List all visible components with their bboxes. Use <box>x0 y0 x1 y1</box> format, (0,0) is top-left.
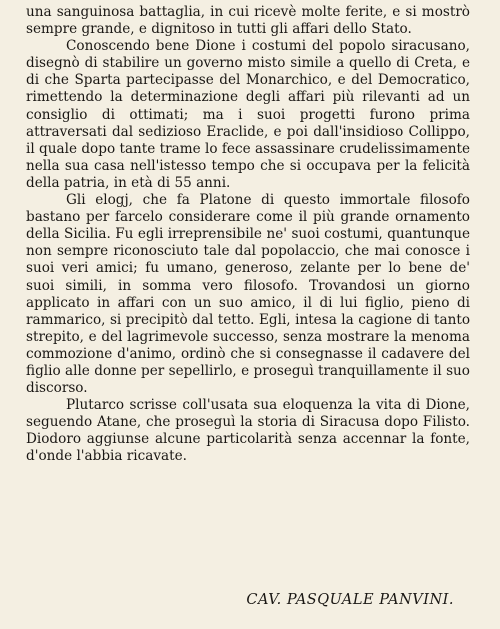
paragraph-3: Gli elogj, che fa Platone di questo immortale filosofo bastano per farcelo considerare come il più grande ornamento della Sicilia. Fu egli irreprensibile ne' suoi costumi, quantunque non sempre riconosciuto tale dal popolaccio, che mai conosce i suoi veri amici; fu umano, generoso, zelante per lo bene de' suoi simili, in somma vero filosofo. Trovandosi un giorno applicato in affari con un suo amico, il di lui figlio, pieno di rammarico, si precipitò dal tetto. Egli, intesa la cagione di tanto strepito, e del lagrimevole successo, senza mostrare la menoma commozione d'animo, ordinò che si consegnasse il cadavere del figlio alle donne per sepellirlo, e proseguì tranquillamente il suo discorso. <box>26 192 470 397</box>
document-body <box>26 4 470 466</box>
author-signature: CAV. PASQUALE PANVINI. <box>246 592 454 608</box>
paragraph-4: Plutarco scrisse coll'usata sua eloquenza la vita di Dione, seguendo Atane, che proseguì la storia di Siracusa dopo Filisto. Diodoro aggiunse alcune particolarità senza accennar la fonte, d'onde l'abbia ricavate. <box>26 397 470 465</box>
paragraph-1: una sanguinosa battaglia, in cui ricevè molte ferite, e si mostrò sempre grande, e dignitoso in tutti gli affari dello Stato. <box>26 4 470 38</box>
paragraph-2: Conoscendo bene Dione i costumi del popolo siracusano, disegnò di stabilire un governo misto simile a quello di Creta, e di che Sparta partecipasse del Monarchico, e del Democratico, rimettendo la determinazione degli affari più rilevanti ad un consiglio di ottimati; ma i suoi progetti furono prima attraversati dal sedizioso Eraclide, e poi dall'insidioso Collippo, il quale dopo tante trame lo fece assassinare crudelissimamente nella sua casa nell'istesso tempo che si occupava per la felicità della patria, in età di 55 anni. <box>26 38 470 191</box>
